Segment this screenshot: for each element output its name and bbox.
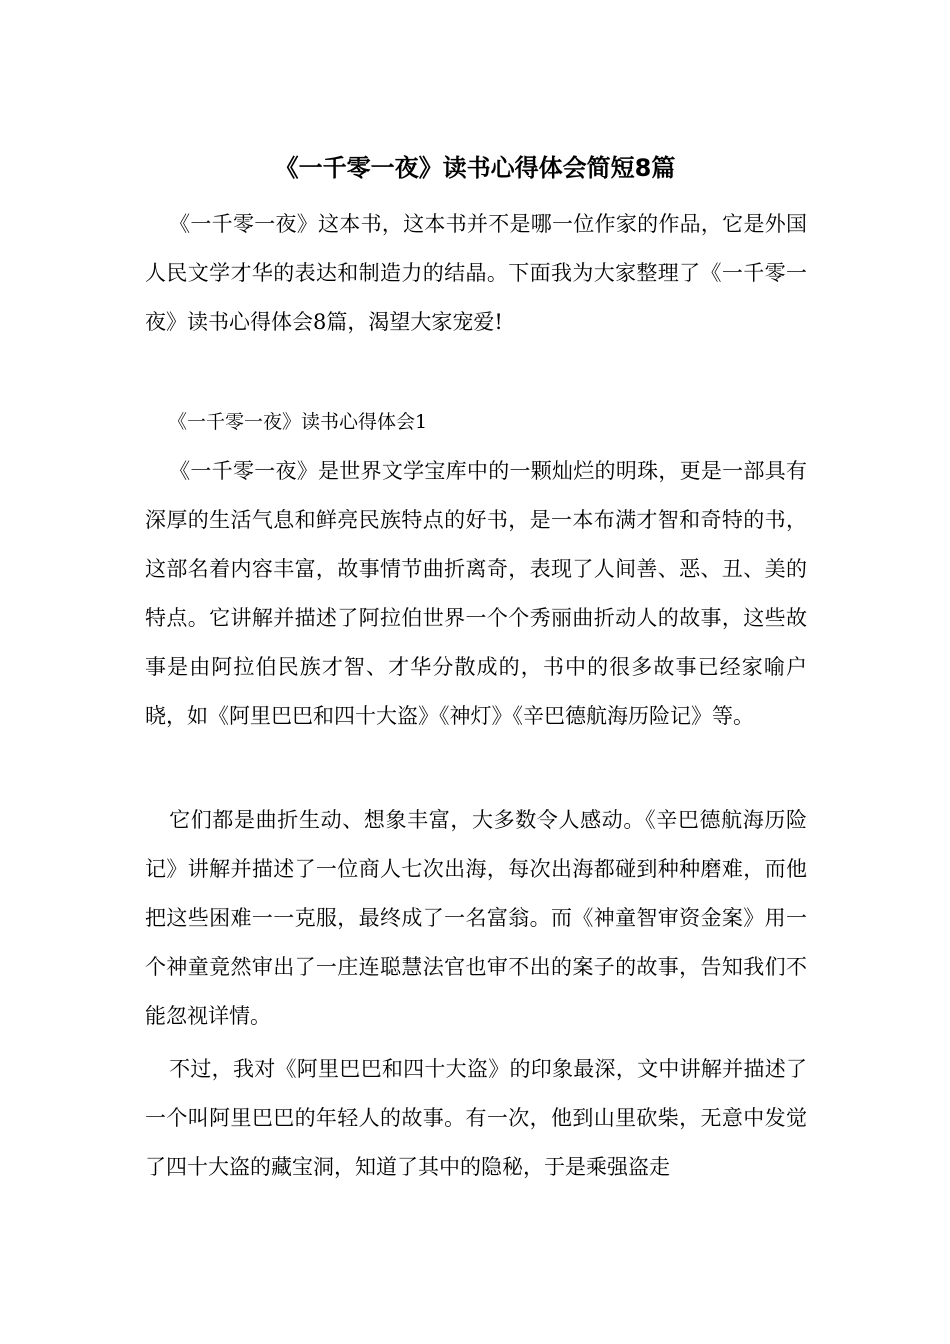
section-heading: 《一千零一夜》读书心得体会1 bbox=[168, 411, 428, 433]
body-paragraph-3: 不过，我对《阿里巴巴和四十大盗》的印象最深，文中讲解并描述了一个叫阿里巴巴的年轻人的故事。有一次，他到山里砍柴，无意中发觉了四十大盗的藏宝洞，知道了其中的隐秘，于是乘强盗走 bbox=[145, 1057, 807, 1179]
body-paragraph-2: 它们都是曲折生动、想象丰富，大多数令人感动。《辛巴德航海历险记》讲解并描述了一位商人七次出海，每次出海都碰到种种磨难，而他把这些困难一一克服，最终成了一名富翁。而《神童智审资金案》用一个神童竟然审出了一庄连聪慧法官也审不出的案子的故事，告知我们不能忽视详情。 bbox=[145, 808, 807, 1028]
intro-paragraph: 《一千零一夜》这本书，这本书并不是哪一位作家的作品，它是外国人民文学才华的表达和制造力的结晶。下面我为大家整理了《一千零一夜》读书心得体会8篇，渴望大家宠爱! bbox=[145, 212, 807, 334]
body-paragraph-1: 《一千零一夜》是世界文学宝库中的一颗灿烂的明珠，更是一部具有深厚的生活气息和鲜亮民族特点的好书，是一本布满才智和奇特的书，这部名着内容丰富，故事情节曲折离奇，表现了人间善、恶、丑、美的特点。它讲解并描述了阿拉伯世界一个个秀丽曲折动人的故事，这些故事是由阿拉伯民族才智、才华分散成的，书中的很多故事已经家喻户晓，如《阿里巴巴和四十大盗》《神灯》《辛巴德航海历险记》等。 bbox=[145, 459, 807, 728]
document-title: 《一千零一夜》读书心得体会简短8篇 bbox=[274, 154, 676, 182]
